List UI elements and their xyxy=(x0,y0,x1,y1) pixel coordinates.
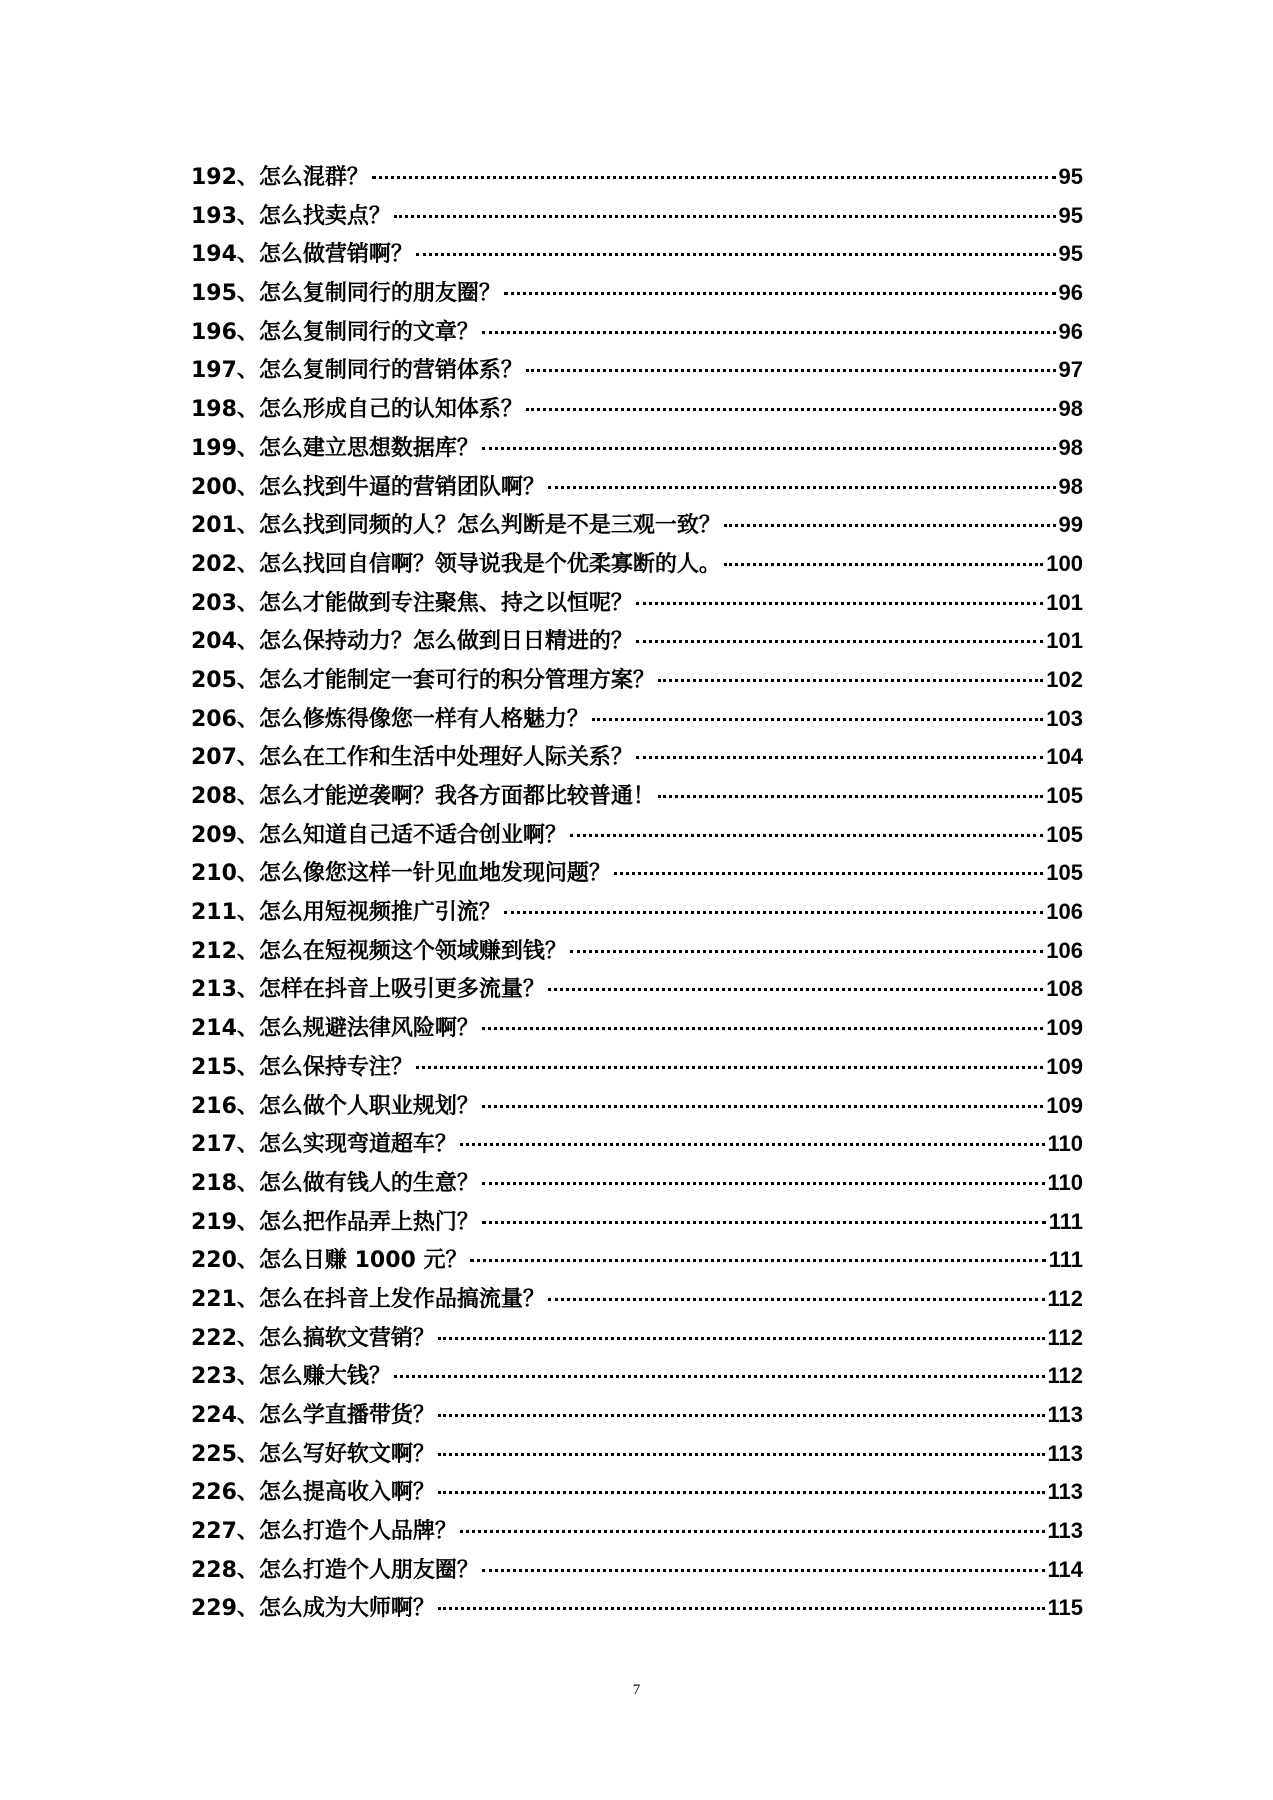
toc-entry-title: 227、怎么打造个人品牌？ xyxy=(191,1519,457,1545)
toc-entry-title: 202、怎么找回自信啊？领导说我是个优柔寡断的人。 xyxy=(191,551,721,577)
toc-entry-title: 195、怎么复制同行的朋友圈？ xyxy=(191,281,501,307)
toc-entry-page-number: 110 xyxy=(1047,1169,1083,1195)
toc-entry[interactable] xyxy=(191,1243,1083,1282)
toc-entry-leader-dots xyxy=(416,1066,1043,1069)
toc-entry-title: 197、怎么复制同行的营销体系？ xyxy=(191,358,523,384)
toc-entry[interactable] xyxy=(191,1282,1083,1321)
toc-entry-page-number: 110 xyxy=(1047,1131,1083,1157)
toc-entry[interactable] xyxy=(191,1321,1083,1360)
toc-entry-page-number: 112 xyxy=(1047,1363,1083,1389)
toc-entry-leader-dots xyxy=(724,524,1056,527)
toc-entry-title: 222、怎么搞软文营销？ xyxy=(191,1325,435,1351)
toc-entry-title: 205、怎么才能制定一套可行的积分管理方案？ xyxy=(191,667,655,693)
toc-entry-page-number: 98 xyxy=(1058,396,1083,422)
toc-entry-leader-dots xyxy=(504,292,1056,295)
toc-entry-leader-dots xyxy=(372,176,1056,179)
toc-entry[interactable] xyxy=(191,431,1083,470)
toc-entry-title: 225、怎么写好软文啊？ xyxy=(191,1441,435,1467)
toc-entry-title: 194、怎么做营销啊？ xyxy=(191,242,413,268)
toc-entry-title: 220、怎么日赚 1000 元？ xyxy=(191,1248,468,1274)
toc-entry[interactable] xyxy=(191,586,1083,625)
toc-entry-title: 207、怎么在工作和生活中处理好人际关系？ xyxy=(191,745,633,771)
toc-entry-leader-dots xyxy=(470,1259,1045,1262)
toc-entry-leader-dots xyxy=(614,872,1043,875)
toc-entry-leader-dots xyxy=(724,563,1043,566)
toc-entry[interactable] xyxy=(191,818,1083,857)
toc-entry-leader-dots xyxy=(636,602,1043,605)
toc-entry[interactable] xyxy=(191,237,1083,276)
toc-entry-title: 221、怎么在抖音上发作品搞流量？ xyxy=(191,1286,545,1312)
toc-entry-title: 212、怎么在短视频这个领域赚到钱？ xyxy=(191,938,567,964)
page-number: 7 xyxy=(632,1682,641,1698)
toc-entry-page-number: 101 xyxy=(1046,628,1083,654)
toc-entry[interactable] xyxy=(191,160,1083,199)
toc-entry-leader-dots xyxy=(526,369,1056,372)
toc-entry-page-number: 112 xyxy=(1047,1324,1083,1350)
toc-entry-page-number: 115 xyxy=(1047,1595,1083,1621)
toc-entry[interactable] xyxy=(191,470,1083,509)
toc-entry-title: 213、怎样在抖音上吸引更多流量？ xyxy=(191,977,545,1003)
toc-entry-leader-dots xyxy=(416,253,1056,256)
toc-entry-page-number: 104 xyxy=(1046,744,1083,770)
toc-entry-page-number: 95 xyxy=(1058,241,1083,267)
toc-entry-leader-dots xyxy=(482,1027,1043,1030)
toc-entry[interactable] xyxy=(191,856,1083,895)
toc-entry-page-number: 99 xyxy=(1058,512,1083,538)
toc-entry-title: 204、怎么保持动力？怎么做到日日精进的？ xyxy=(191,629,633,655)
toc-entry-leader-dots xyxy=(438,1607,1045,1610)
toc-entry-list xyxy=(191,160,1083,1630)
toc-entry-title: 203、怎么才能做到专注聚焦、持之以恒呢？ xyxy=(191,590,633,616)
toc-entry[interactable] xyxy=(191,547,1083,586)
toc-entry-leader-dots xyxy=(460,1143,1045,1146)
toc-entry-title: 223、怎么赚大钱？ xyxy=(191,1364,391,1390)
toc-entry[interactable] xyxy=(191,1089,1083,1128)
toc-entry[interactable] xyxy=(191,1398,1083,1437)
toc-entry-page-number: 114 xyxy=(1047,1556,1083,1582)
toc-entry[interactable] xyxy=(191,199,1083,238)
toc-entry-page-number: 113 xyxy=(1047,1479,1083,1505)
toc-entry-page-number: 113 xyxy=(1047,1440,1083,1466)
toc-entry-title: 209、怎么知道自己适不适合创业啊？ xyxy=(191,822,567,848)
toc-entry[interactable] xyxy=(191,779,1083,818)
toc-entry-title: 210、怎么像您这样一针见血地发现问题？ xyxy=(191,861,611,887)
toc-entry-title: 200、怎么找到牛逼的营销团队啊？ xyxy=(191,474,545,500)
toc-entry[interactable] xyxy=(191,1591,1083,1630)
toc-entry-title: 219、怎么把作品弄上热门？ xyxy=(191,1209,479,1235)
toc-entry-title: 208、怎么才能逆袭啊？我各方面都比较普通！ xyxy=(191,784,655,809)
toc-entry-page-number: 111 xyxy=(1048,1208,1083,1234)
toc-entry-title: 211、怎么用短视频推广引流？ xyxy=(191,900,501,926)
toc-entry-leader-dots xyxy=(438,1414,1045,1417)
toc-entry-page-number: 98 xyxy=(1058,473,1083,499)
toc-entry-page-number: 97 xyxy=(1058,357,1083,383)
toc-entry-title: 199、怎么建立思想数据库？ xyxy=(191,435,479,461)
toc-entry-leader-dots xyxy=(394,215,1056,218)
toc-entry-title: 216、怎么做个人职业规划？ xyxy=(191,1093,479,1119)
toc-entry[interactable] xyxy=(191,1127,1083,1166)
toc-entry-leader-dots xyxy=(438,1491,1045,1494)
toc-entry-leader-dots xyxy=(482,1221,1046,1224)
toc-entry-leader-dots xyxy=(658,679,1043,682)
toc-entry-leader-dots xyxy=(592,718,1043,721)
toc-entry[interactable] xyxy=(191,1166,1083,1205)
toc-entry-page-number: 112 xyxy=(1047,1285,1083,1311)
toc-entry-page-number: 96 xyxy=(1058,318,1083,344)
toc-entry-page-number: 100 xyxy=(1046,550,1083,576)
toc-entry[interactable] xyxy=(191,392,1083,431)
toc-entry[interactable] xyxy=(191,740,1083,779)
toc-entry[interactable] xyxy=(191,895,1083,934)
toc-entry-page-number: 101 xyxy=(1046,589,1083,615)
toc-entry-page-number: 109 xyxy=(1046,1053,1083,1079)
toc-entry[interactable] xyxy=(191,1050,1083,1089)
toc-entry[interactable] xyxy=(191,972,1083,1011)
toc-entry-page-number: 109 xyxy=(1046,1092,1083,1118)
toc-entry[interactable] xyxy=(191,1359,1083,1398)
toc-entry-leader-dots xyxy=(438,1337,1045,1340)
table-of-contents xyxy=(191,160,1083,1630)
toc-entry-title: 196、怎么复制同行的文章？ xyxy=(191,319,479,345)
toc-entry-page-number: 95 xyxy=(1058,164,1083,189)
toc-entry-leader-dots xyxy=(504,911,1043,914)
toc-entry-leader-dots xyxy=(482,447,1056,450)
toc-entry-page-number: 103 xyxy=(1046,705,1083,731)
toc-entry-page-number: 113 xyxy=(1047,1402,1083,1427)
toc-entry[interactable] xyxy=(191,315,1083,354)
toc-entry-title: 215、怎么保持专注？ xyxy=(191,1054,413,1080)
toc-entry-page-number: 105 xyxy=(1046,783,1083,808)
toc-entry-leader-dots xyxy=(482,1569,1045,1572)
toc-entry-page-number: 113 xyxy=(1047,1518,1083,1544)
toc-entry-page-number: 106 xyxy=(1046,937,1083,963)
toc-entry-page-number: 105 xyxy=(1046,860,1083,886)
toc-entry-leader-dots xyxy=(394,1375,1045,1378)
toc-entry-page-number: 106 xyxy=(1046,899,1083,925)
toc-entry-leader-dots xyxy=(526,408,1056,411)
toc-entry-page-number: 108 xyxy=(1046,976,1083,1002)
toc-entry-leader-dots xyxy=(570,834,1043,837)
toc-entry-title: 198、怎么形成自己的认知体系？ xyxy=(191,397,523,423)
toc-entry-leader-dots xyxy=(548,486,1056,489)
toc-entry-page-number: 109 xyxy=(1046,1015,1083,1041)
toc-entry[interactable] xyxy=(191,663,1083,702)
toc-entry-leader-dots xyxy=(548,988,1043,991)
toc-entry[interactable] xyxy=(191,934,1083,973)
toc-entry[interactable] xyxy=(191,508,1083,547)
toc-entry[interactable] xyxy=(191,353,1083,392)
toc-entry-title: 206、怎么修炼得像您一样有人格魅力？ xyxy=(191,706,589,732)
toc-entry-page-number: 95 xyxy=(1058,202,1083,228)
toc-entry-title: 193、怎么找卖点？ xyxy=(191,203,391,229)
toc-entry-title: 218、怎么做有钱人的生意？ xyxy=(191,1170,479,1196)
toc-entry[interactable] xyxy=(191,1437,1083,1476)
toc-entry-leader-dots xyxy=(658,795,1043,798)
toc-entry-title: 228、怎么打造个人朋友圈？ xyxy=(191,1557,479,1583)
toc-entry[interactable] xyxy=(191,1475,1083,1514)
toc-entry-title: 214、怎么规避法律风险啊？ xyxy=(191,1016,479,1042)
toc-entry[interactable] xyxy=(191,1553,1083,1592)
toc-entry-leader-dots xyxy=(460,1530,1045,1533)
toc-entry-page-number: 96 xyxy=(1058,280,1083,306)
toc-entry-leader-dots xyxy=(482,1182,1045,1185)
toc-entry[interactable] xyxy=(191,702,1083,741)
toc-entry-title: 226、怎么提高收入啊？ xyxy=(191,1480,435,1506)
toc-entry[interactable] xyxy=(191,276,1083,315)
toc-entry-title: 217、怎么实现弯道超车？ xyxy=(191,1132,457,1158)
toc-entry-title: 201、怎么找到同频的人？怎么判断是不是三观一致？ xyxy=(191,513,721,539)
toc-entry-page-number: 102 xyxy=(1046,666,1083,692)
toc-entry-leader-dots xyxy=(482,331,1056,334)
toc-entry[interactable] xyxy=(191,1205,1083,1244)
toc-entry-page-number: 111 xyxy=(1048,1247,1083,1273)
toc-entry[interactable] xyxy=(191,624,1083,663)
toc-entry[interactable] xyxy=(191,1514,1083,1553)
toc-entry-leader-dots xyxy=(570,950,1043,953)
toc-entry-title: 224、怎么学直播带货？ xyxy=(191,1403,435,1428)
toc-entry-leader-dots xyxy=(438,1453,1045,1456)
toc-entry-leader-dots xyxy=(482,1105,1043,1108)
toc-entry-page-number: 98 xyxy=(1058,434,1083,460)
toc-entry-leader-dots xyxy=(636,756,1043,759)
toc-entry[interactable] xyxy=(191,1011,1083,1050)
toc-entry-title: 192、怎么混群？ xyxy=(191,165,369,190)
toc-entry-leader-dots xyxy=(636,640,1043,643)
toc-entry-leader-dots xyxy=(548,1298,1045,1301)
toc-entry-page-number: 105 xyxy=(1046,821,1083,847)
toc-entry-title: 229、怎么成为大师啊？ xyxy=(191,1596,435,1622)
